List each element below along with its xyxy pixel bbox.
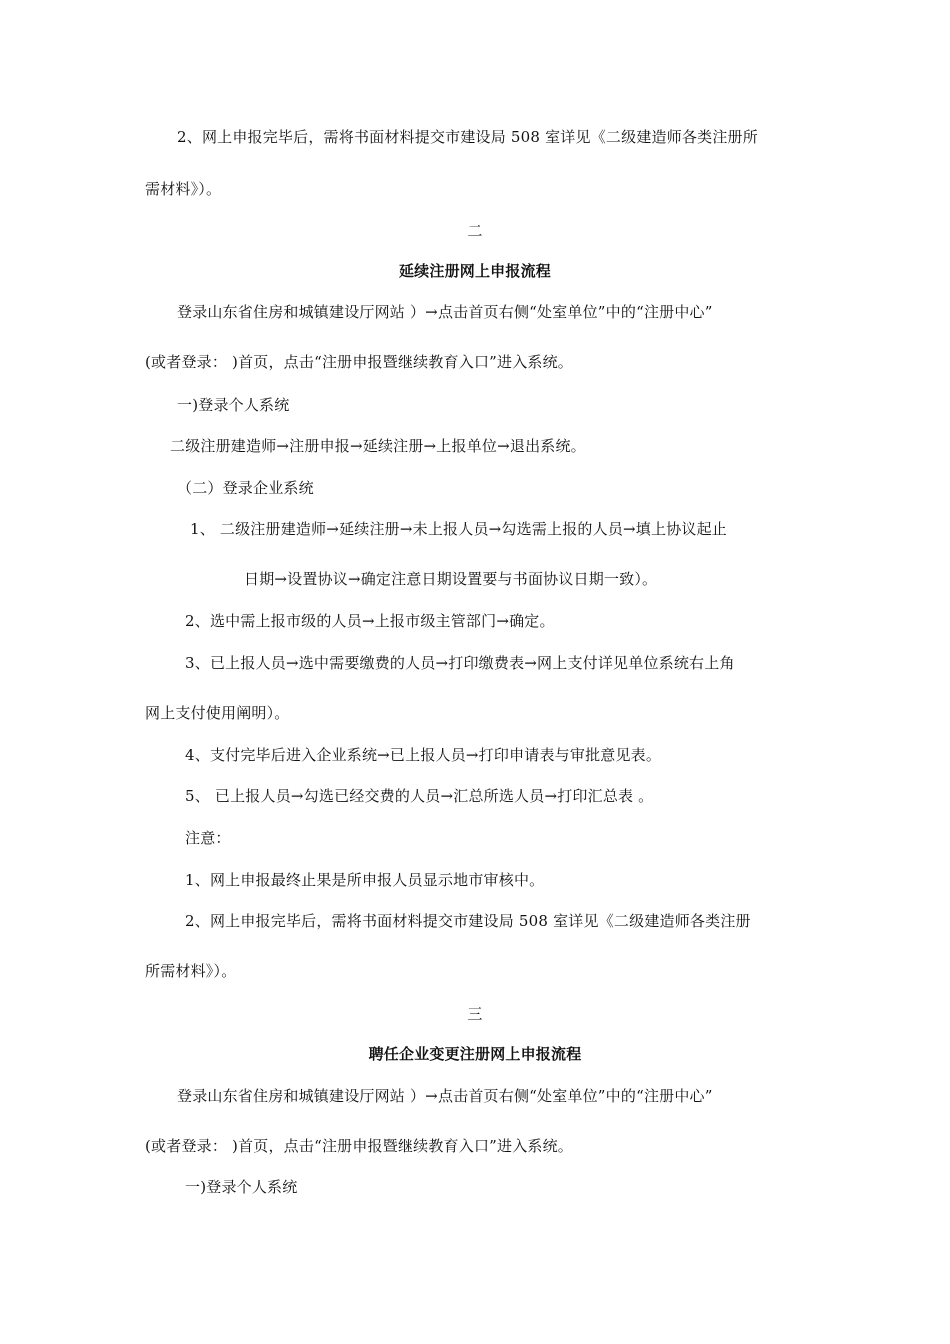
personal-system-heading: 一)登录个人系统 [177,396,290,414]
section-number: 二 [467,222,483,240]
enterprise-system-heading: （二）登录企业系统 [177,479,314,497]
note1: 1、网上申报最终止果是所申报人员显示地市审核中。 [185,871,545,889]
step5: 5、 已上报人员→勾选已经交费的人员→汇总所选人员→打印汇总表 。 [185,787,654,805]
section-title: 延续注册网上申报流程 [398,262,551,280]
note2-line1: 2、网上申报完毕后，需将书面材料提交市建设局 508 室详见《二级建造师各类注册所 [177,128,758,146]
step1-line2: 日期→设置协议→确定注意日期设置要与书面协议日期一致）。 [244,570,658,588]
step4: 4、支付完毕后进入企业系统→已上报人员→打印申请表与审批意见表。 [185,746,662,764]
intro-line1: 登录山东省住房和城镇建设厅网站 ）→点击首页右侧“处室单位”中的“注册中心” [177,1087,713,1105]
intro-line2: (或者登录： )首页，点击“注册申报暨继续教育入口”进入系统。 [145,353,574,371]
personal-system-heading: 一)登录个人系统 [185,1178,298,1196]
step3-line1: 3、已上报人员→选中需要缴费的人员→打印缴费表→网上支付详见单位系统右上角 [185,654,735,672]
note2-line1: 2、网上申报完毕后，需将书面材料提交市建设局 508 室详见《二级建造师各类注册 [185,912,751,930]
step1-line1: 1、 二级注册建造师→延续注册→未上报人员→勾选需上报的人员→填上协议起止 [190,520,727,538]
intro-line1: 登录山东省住房和城镇建设厅网站 ）→点击首页右侧“处室单位”中的“注册中心” [177,303,713,321]
step3-line2: 网上支付使用阐明）。 [145,704,290,722]
note2-line2: 需材料》）。 [145,180,222,198]
section-title: 聘任企业变更注册网上申报流程 [368,1045,582,1063]
section-number: 三 [467,1005,483,1023]
note2-line2: 所需材料》）。 [145,962,237,980]
intro-line2: (或者登录： )首页，点击“注册申报暨继续教育入口”进入系统。 [145,1137,574,1155]
personal-system-steps: 二级注册建造师→注册申报→延续注册→上报单位→退出系统。 [170,437,586,455]
step2: 2、选中需上报市级的人员→上报市级主管部门→确定。 [185,612,555,630]
note-heading: 注意： [185,829,231,847]
